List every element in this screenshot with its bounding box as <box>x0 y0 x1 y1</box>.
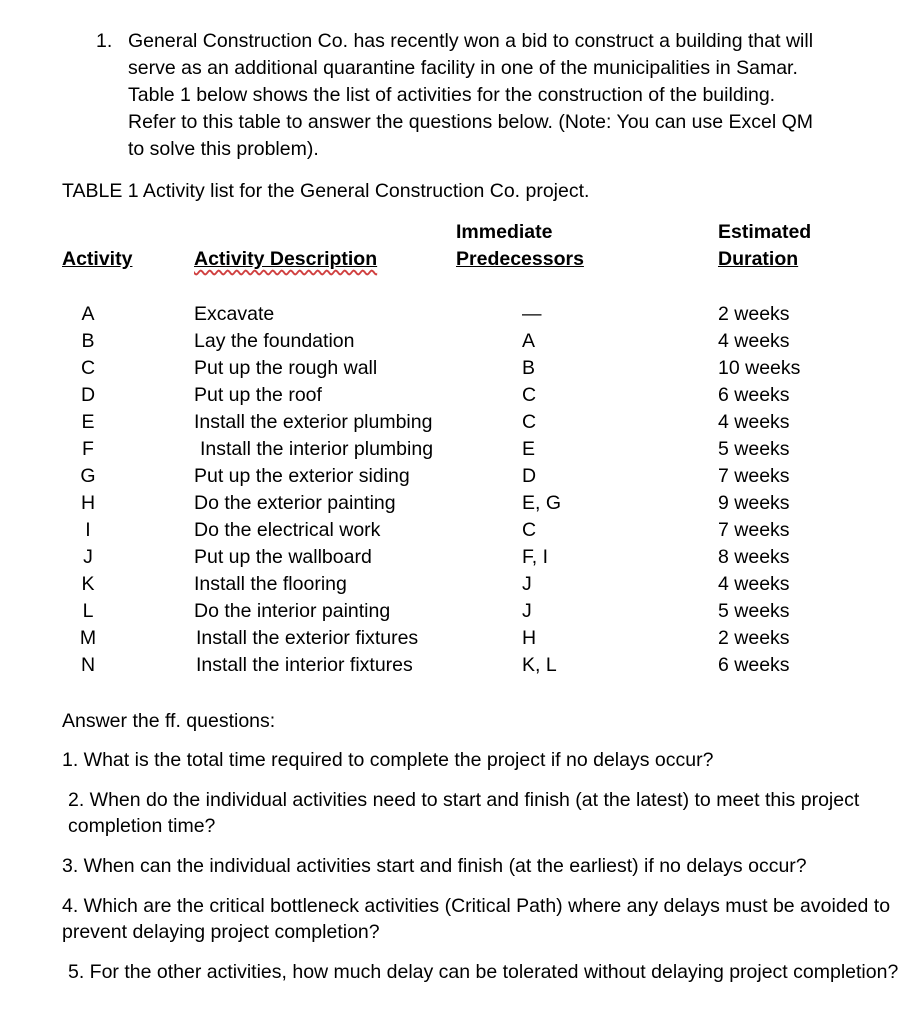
question-item: 1. What is the total time required to complete the project if no delays occur? <box>62 749 714 771</box>
cell-predecessors: C <box>522 411 537 433</box>
cell-predecessors: — <box>522 303 542 325</box>
cell-predecessors: D <box>522 465 537 487</box>
table-row <box>0 409 916 436</box>
table-caption: TABLE 1 Activity list for the General Construction Co. project. <box>62 180 590 202</box>
problem-line: General Construction Co. has recently won a bid to construct a building that will <box>128 30 814 52</box>
cell-duration: 9 weeks <box>718 492 790 514</box>
cell-predecessors: C <box>522 384 537 406</box>
cell-activity: C <box>80 357 96 379</box>
cell-duration: 7 weeks <box>718 465 790 487</box>
table-row <box>0 652 916 679</box>
cell-predecessors: J <box>522 600 532 622</box>
cell-duration: 10 weeks <box>718 357 801 379</box>
cell-duration: 5 weeks <box>718 438 790 460</box>
cell-activity: G <box>80 465 96 487</box>
cell-predecessors: F, I <box>522 546 549 568</box>
cell-activity: N <box>80 654 96 676</box>
table-row <box>0 571 916 598</box>
cell-activity: K <box>81 573 95 595</box>
cell-description: Put up the exterior siding <box>194 465 410 487</box>
cell-description: Install the interior plumbing <box>200 438 434 460</box>
cell-predecessors: B <box>522 357 536 379</box>
cell-predecessors: A <box>522 330 536 352</box>
problem-line: Table 1 below shows the list of activities for the construction of the building. <box>128 84 776 106</box>
cell-duration: 4 weeks <box>718 330 790 352</box>
cell-duration: 4 weeks <box>718 573 790 595</box>
cell-description: Put up the roof <box>194 384 322 406</box>
cell-activity: H <box>80 492 96 514</box>
problem-number: 1. <box>96 30 113 52</box>
cell-description: Put up the wallboard <box>194 546 372 568</box>
cell-predecessors: J <box>522 573 532 595</box>
cell-description: Do the exterior painting <box>194 492 396 514</box>
cell-description: Install the interior fixtures <box>196 654 413 676</box>
table-row <box>0 436 916 463</box>
header-description-text: Activity Description <box>194 248 378 270</box>
questions-intro: Answer the ff. questions: <box>62 710 276 732</box>
table-row <box>0 382 916 409</box>
cell-description: Do the electrical work <box>194 519 381 541</box>
header-activity: Activity <box>62 248 133 270</box>
cell-duration: 8 weeks <box>718 546 790 568</box>
table-row <box>0 355 916 382</box>
cell-activity: B <box>81 330 95 352</box>
table-row <box>0 490 916 517</box>
question-item <box>62 959 902 985</box>
cell-description: Lay the foundation <box>194 330 355 352</box>
cell-activity: D <box>80 384 96 406</box>
question-item <box>62 787 902 839</box>
problem-line: Refer to this table to answer the questions below. (Note: You can use Excel QM <box>128 111 814 133</box>
cell-activity: M <box>79 627 97 649</box>
cell-duration: 6 weeks <box>718 654 790 676</box>
table-row <box>0 463 916 490</box>
table-row <box>0 625 916 652</box>
cell-description: Do the interior painting <box>194 600 391 622</box>
question-item: 4. Which are the critical bottleneck activities (Critical Path) where any delays must be avoided to prevent delaying project completion? <box>62 895 891 943</box>
cell-duration: 5 weeks <box>718 600 790 622</box>
header-predecessors-top: Immediate <box>456 221 553 243</box>
cell-activity: E <box>81 411 95 433</box>
cell-predecessors: H <box>522 627 537 649</box>
question-item: 3. When can the individual activities start and finish (at the earliest) if no delays occur? <box>62 855 807 877</box>
header-predecessors-bottom: Predecessors <box>456 248 584 270</box>
question-text: 5. For the other activities, how much delay can be tolerated without delaying project completion? <box>68 961 899 983</box>
cell-description: Install the exterior fixtures <box>196 627 419 649</box>
question-text: 2. When do the individual activities need to start and finish (at the latest) to meet this project completion time? <box>68 789 860 837</box>
table-row <box>0 544 916 571</box>
table-row <box>0 517 916 544</box>
cell-activity: L <box>82 600 94 622</box>
cell-duration: 2 weeks <box>718 303 790 325</box>
problem-text <box>128 28 908 163</box>
cell-predecessors: K, L <box>522 654 557 676</box>
cell-duration: 7 weeks <box>718 519 790 541</box>
problem-statement <box>96 28 908 163</box>
cell-duration: 6 weeks <box>718 384 790 406</box>
header-duration-top: Estimated <box>718 221 812 243</box>
cell-description: Put up the rough wall <box>194 357 378 379</box>
cell-predecessors: C <box>522 519 537 541</box>
cell-activity: J <box>83 546 93 568</box>
cell-activity: A <box>81 303 95 325</box>
cell-description: Install the exterior plumbing <box>194 411 433 433</box>
problem-line: to solve this problem). <box>128 138 319 160</box>
cell-duration: 2 weeks <box>718 627 790 649</box>
cell-description: Excavate <box>194 303 275 325</box>
problem-line: serve as an additional quarantine facility in one of the municipalities in Samar. <box>128 57 798 79</box>
table-row <box>0 598 916 625</box>
cell-activity: F <box>82 438 94 460</box>
header-duration-bottom: Duration <box>718 248 799 270</box>
cell-activity: I <box>85 519 91 541</box>
cell-description: Install the flooring <box>194 573 347 595</box>
header-description <box>194 246 377 273</box>
cell-predecessors: E, G <box>522 492 562 514</box>
table-row <box>0 328 916 355</box>
table-row <box>0 301 916 328</box>
questions-section <box>62 708 902 985</box>
cell-predecessors: E <box>522 438 536 460</box>
cell-duration: 4 weeks <box>718 411 790 433</box>
